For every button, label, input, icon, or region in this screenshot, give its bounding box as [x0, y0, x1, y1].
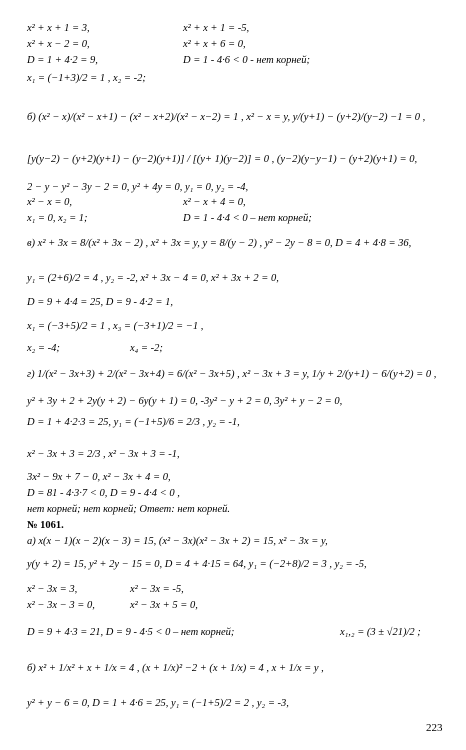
math-line: D = 1 - 4·4 < 0 – нет корней;: [183, 213, 312, 224]
math-line: x² − 3x = -5,: [130, 584, 184, 595]
math-line: x² − 3x + 3 = 2/3 , x² − 3x + 3 = -1,: [27, 449, 180, 460]
math-line: в) x² + 3x = 8/(x² + 3x − 2) , x² + 3x = y, y = 8/(y − 2) , y² − 2y − 8 = 0, D = 4 + 4·8 = 36,: [27, 238, 412, 249]
math-line: D = 1 + 4·2 = 9,: [27, 55, 98, 66]
math-line: x₁,₂ = (3 ± √21)/2 ;: [340, 627, 421, 638]
math-line: б) x² + 1/x² + x + 1/x = 4 , (x + 1/x)² −2 + (x + 1/x) = 4 , x + 1/x = y ,: [27, 663, 324, 674]
math-line: x² + x + 1 = 3,: [27, 23, 90, 34]
math-line: 2 − y − y² − 3y − 2 = 0, y² + 4y = 0, y₁ = 0, y₂ = -4,: [27, 182, 249, 193]
math-line: x² + x + 6 = 0,: [183, 39, 246, 50]
math-line: x₄ = -2;: [130, 343, 163, 354]
math-line: б) (x² − x)/(x² − x+1) − (x² − x+2)/(x² − x−2) = 1 , x² − x = y, y/(y+1) − (y+2)/(y−2) −1 = 0 ,: [27, 112, 426, 123]
math-line: 3x² − 9x + 7 − 0, x² − 3x + 4 = 0,: [27, 472, 171, 483]
math-line: x₂ = -4;: [27, 343, 60, 354]
math-line: y(y + 2) = 15, y² + 2y − 15 = 0, D = 4 + 4·15 = 64, y₁ = (−2+8)/2 = 3 , y₂ = -5,: [27, 559, 367, 570]
math-line: x² − 3x − 3 = 0,: [27, 600, 95, 611]
math-line: [y(y−2) − (y+2)(y+1) − (y−2)(y+1)] / [(y+ 1)(y−2)] = 0 , (y−2)(y−y−1) − (y+2)(y+1) = 0,: [27, 154, 418, 165]
math-line: D = 1 + 4·2·3 = 25, y₁ = (−1+5)/6 = 2/3 , y₂ = -1,: [27, 417, 240, 428]
math-line: y₁ = (2+6)/2 = 4 , y₂ = -2, x² + 3x − 4 = 0, x² + 3x + 2 = 0,: [27, 273, 279, 284]
math-line: x² − 3x = 3,: [27, 584, 78, 595]
math-line: x² − 3x + 5 = 0,: [130, 600, 198, 611]
math-line: x₁ = (−1+3)/2 = 1 , x₂ = -2;: [27, 73, 146, 84]
math-line: D = 81 - 4·3·7 < 0, D = 9 - 4·4 < 0 ,: [27, 488, 180, 499]
math-line: г) 1/(x² − 3x+3) + 2/(x² − 3x+4) = 6/(x² − 3x+5) , x² − 3x + 3 = y, 1/y + 2/(y+1) − 6/(y+2) = 0 ,: [27, 369, 437, 380]
math-line: D = 9 + 4·4 = 25, D = 9 - 4·2 = 1,: [27, 297, 173, 308]
math-line: x² + x + 1 = -5,: [183, 23, 250, 34]
math-line: D = 1 - 4·6 < 0 - нет корней;: [183, 55, 310, 66]
math-line: y² + 3y + 2 + 2y(y + 2) − 6y(y + 1) = 0, -3y² − y + 2 = 0, 3y² + y − 2 = 0,: [27, 396, 343, 407]
math-line: № 1061.: [27, 520, 64, 531]
math-line: x² + x − 2 = 0,: [27, 39, 90, 50]
math-line: D = 9 + 4·3 = 21, D = 9 - 4·5 < 0 – нет корней;: [27, 627, 235, 638]
math-line: нет корней; нет корней; Ответ: нет корней.: [27, 504, 231, 515]
math-line: x₁ = 0, x₂ = 1;: [27, 213, 88, 224]
math-line: x₁ = (−3+5)/2 = 1 , x₃ = (−3+1)/2 = −1 ,: [27, 321, 204, 332]
page-number: 223: [426, 722, 443, 734]
math-line: x² − x + 4 = 0,: [183, 197, 246, 208]
math-line: а) x(x − 1)(x − 2)(x − 3) = 15, (x² − 3x)(x² − 3x + 2) = 15, x² − 3x = y,: [27, 536, 328, 547]
math-line: x² − x = 0,: [27, 197, 73, 208]
math-line: y² + y − 6 = 0, D = 1 + 4·6 = 25, y₁ = (−1+5)/2 = 2 , y₂ = -3,: [27, 698, 289, 709]
